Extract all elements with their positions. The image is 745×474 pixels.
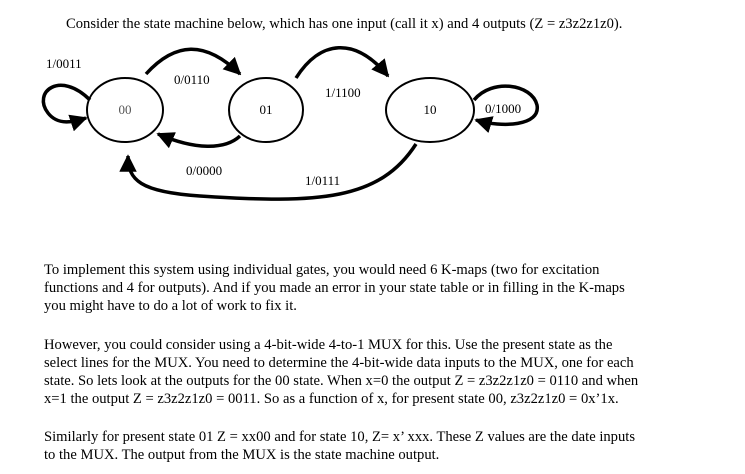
paragraph-line: select lines for the MUX. You need to determine the 4-bit-wide data inputs to the MUX, one for each	[44, 355, 634, 371]
transition-01-to-00	[158, 134, 240, 146]
state-01-label: 01	[259, 102, 273, 117]
transition-10-to-00	[128, 144, 416, 199]
paragraph-line: To implement this system using individual gates, you would need 6 K-maps (two for excitation	[44, 262, 600, 278]
label-01-to-00: 0/0000	[186, 163, 223, 178]
paragraph-kmaps	[44, 261, 734, 315]
label-01-to-10: 1/1100	[325, 85, 361, 100]
paragraph-line: you might have to do a lot of work to fix it.	[44, 298, 297, 314]
paragraph-line: However, you could consider using a 4-bit-wide 4-to-1 MUX for this. Use the present state as the	[44, 337, 613, 353]
label-00-to-01: 0/0110	[174, 72, 210, 87]
paragraph-similarly	[44, 428, 734, 464]
paragraph-line: Similarly for present state 01 Z = xx00 and for state 10, Z= x’ xxx. These Z values are the date inputs	[44, 429, 636, 445]
intro-text: Consider the state machine below, which has one input (call it x) and 4 outputs (Z = z3z2z1z0).	[66, 16, 623, 32]
label-10-to-00: 1/0111	[305, 173, 341, 188]
paragraph-line: functions and 4 for outputs). And if you made an error in your state table or in filling in the K-maps	[44, 280, 625, 296]
paragraph-line: to the MUX. The output from the MUX is the state machine output.	[44, 447, 440, 463]
state-10-label: 10	[423, 102, 437, 117]
transition-00-self	[43, 85, 90, 122]
paragraph-mux	[44, 336, 734, 408]
transition-00-to-01	[146, 49, 240, 74]
label-00-self: 1/0011	[46, 56, 82, 71]
label-10-self: 0/1000	[485, 101, 522, 116]
paragraph-line: state. So lets look at the outputs for the 00 state. When x=0 the output Z = z3z2z1z0 = 0110 and when	[44, 373, 639, 389]
transition-01-to-10	[296, 48, 388, 78]
state-00-label: 00	[118, 102, 132, 117]
paragraph-line: x=1 the output Z = z3z2z1z0 = 0011. So as a function of x, for present state 00, z3z2z1z0 = 0x’1x.	[44, 391, 619, 407]
